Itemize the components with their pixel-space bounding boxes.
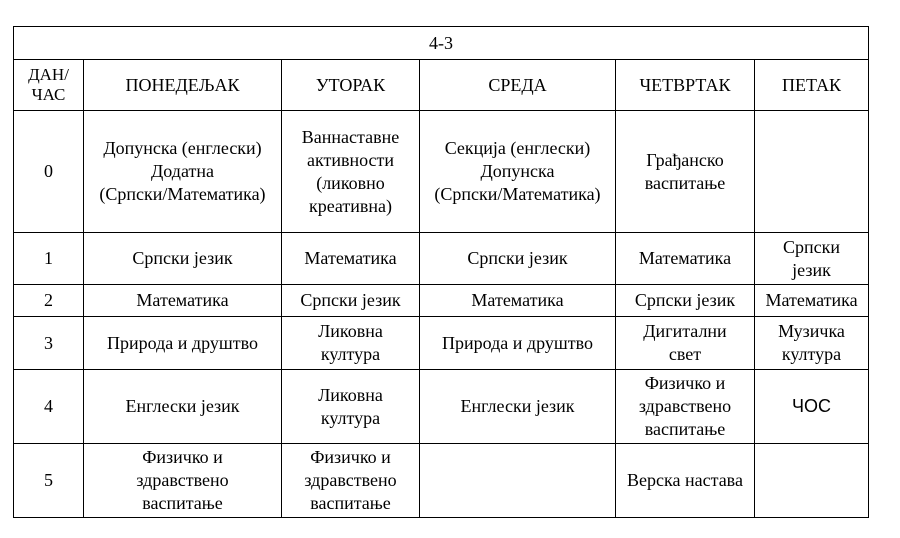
period-number: 4 (14, 370, 84, 444)
lesson-cell: Математика (755, 285, 869, 317)
lesson-cell: Природа и друштво (84, 317, 282, 370)
lesson-cell (755, 444, 869, 518)
corner-header: ДАН/ ЧАС (14, 60, 84, 111)
period-number: 0 (14, 111, 84, 233)
lesson-cell: Физичко и здравствено васпитање (84, 444, 282, 518)
title-row (14, 27, 869, 60)
lesson-cell: Енглески језик (420, 370, 616, 444)
lesson-cell: Допунска (енглески) Додатна (Српски/Математика) (84, 111, 282, 233)
period-number: 3 (14, 317, 84, 370)
period-number: 5 (14, 444, 84, 518)
lesson-cell: Српски језик (755, 233, 869, 285)
table-row (14, 233, 869, 285)
lesson-cell: Математика (420, 285, 616, 317)
lesson-cell (420, 444, 616, 518)
lesson-cell: Природа и друштво (420, 317, 616, 370)
lesson-cell: Математика (84, 285, 282, 317)
lesson-cell: Физичко и здравствено васпитање (282, 444, 420, 518)
day-header-friday: ПЕТАК (755, 60, 869, 111)
lesson-cell: Грађанско васпитање (616, 111, 755, 233)
day-header-tuesday: УТОРАК (282, 60, 420, 111)
lesson-cell: Математика (282, 233, 420, 285)
day-header-wednesday: СРЕДА (420, 60, 616, 111)
day-header-monday: ПОНЕДЕЉАК (84, 60, 282, 111)
lesson-cell: ЧОС (755, 370, 869, 444)
lesson-cell: Енглески језик (84, 370, 282, 444)
lesson-cell: Математика (616, 233, 755, 285)
class-title: 4-3 (14, 27, 869, 60)
table-row (14, 370, 869, 444)
lesson-cell: Ликовна култура (282, 370, 420, 444)
lesson-cell: Ваннаставне активности (ликовно креативна) (282, 111, 420, 233)
lesson-cell: Верска настава (616, 444, 755, 518)
table-row (14, 111, 869, 233)
lesson-cell: Физичко и здравствено васпитање (616, 370, 755, 444)
table-row (14, 444, 869, 518)
header-row (14, 60, 869, 111)
lesson-cell: Српски језик (84, 233, 282, 285)
lesson-cell: Дигитални свет (616, 317, 755, 370)
lesson-cell: Српски језик (616, 285, 755, 317)
lesson-cell: Музичка култура (755, 317, 869, 370)
table-row (14, 285, 869, 317)
table-row (14, 317, 869, 370)
lesson-cell: Српски језик (282, 285, 420, 317)
lesson-cell (755, 111, 869, 233)
timetable (13, 26, 869, 518)
day-header-thursday: ЧЕТВРТАК (616, 60, 755, 111)
lesson-cell: Српски језик (420, 233, 616, 285)
lesson-cell: Ликовна култура (282, 317, 420, 370)
period-number: 1 (14, 233, 84, 285)
period-number: 2 (14, 285, 84, 317)
lesson-cell: Секција (енглески) Допунска (Српски/Математика) (420, 111, 616, 233)
